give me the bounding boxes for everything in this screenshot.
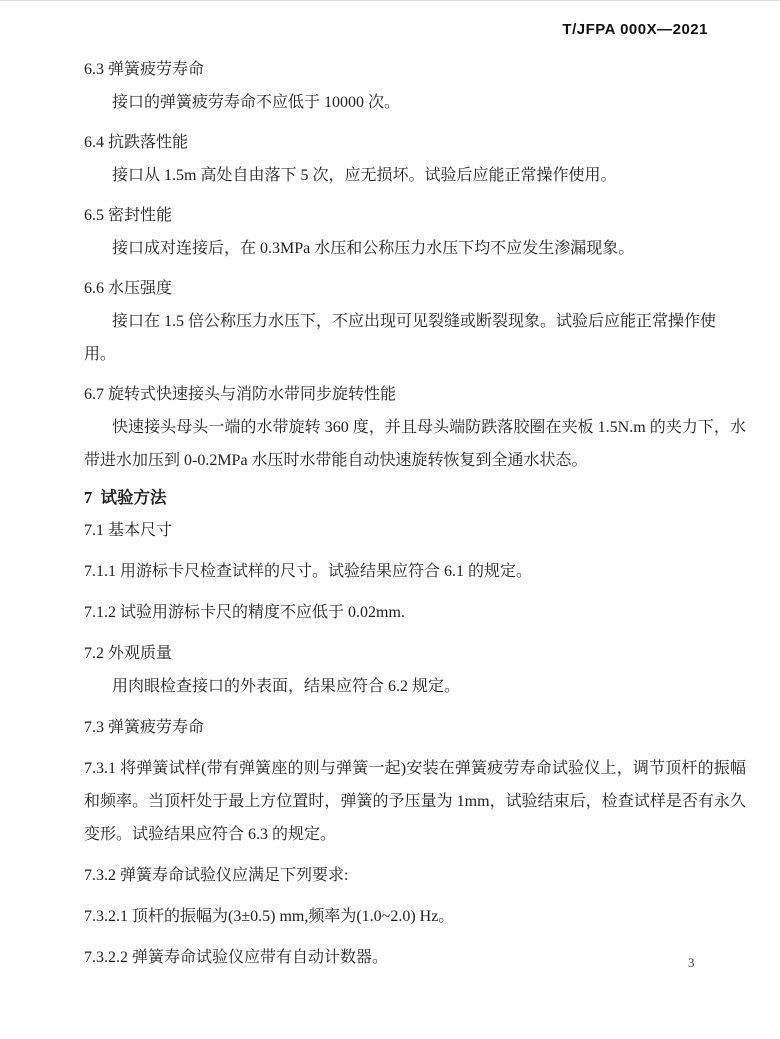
clause-heading: 6.4 抗跌落性能 [84, 134, 189, 151]
item: 7.1.2 试验用游标卡尺的精度不应低于 0.02mm. [84, 604, 405, 621]
clause-heading: 6.5 密封性能 [84, 207, 173, 224]
body: 接口在 1.5 倍公称压力水压下，不应出现可见裂缝或断裂现象。试验后应能正常操作使用。 [84, 313, 717, 363]
item: 7.3.2.1 顶杆的振幅为(3±0.5) mm,频率为(1.0~2.0) Hz。 [84, 908, 455, 925]
body: 接口从 1.5m 高处自由落下 5 次，应无损坏。试验后应能正常操作使用。 [112, 167, 617, 184]
item: 7.2 外观质量 [84, 645, 173, 662]
document-body [84, 53, 746, 974]
clause-heading: 6.7 旋转式快速接头与消防水带同步旋转性能 [84, 386, 397, 403]
page-number: 3 [688, 955, 695, 970]
item: 7.3 弹簧疲劳寿命 [84, 719, 205, 736]
document-code-header: T/JFPA 000X—2021 [562, 21, 708, 38]
item: 7.3.2 弹簧寿命试验仪应满足下列要求: [84, 867, 349, 884]
item: 7.1.1 用游标卡尺检查试样的尺寸。试验结果应符合 6.1 的规定。 [84, 563, 533, 580]
clause-heading: 6.3 弹簧疲劳寿命 [84, 61, 205, 78]
chapter-heading: 7 试验方法 [84, 488, 167, 507]
body: 接口成对连接后，在 0.3MPa 水压和公称压力水压下均不应发生渗漏现象。 [112, 240, 635, 257]
body: 接口的弹簧疲劳寿命不应低于 10000 次。 [112, 94, 401, 111]
item-paragraph: 7.3.1 将弹簧试样(带有弹簧座的则与弹簧一起)安装在弹簧疲劳寿命试验仪上，调节顶杆的振幅和频率。当顶杆处于最上方位置时，弹簧的予压量为 1mm，试验结束后，检查试样是否有永久变形。试验结果应符合 6.3 的规定。 [84, 760, 746, 843]
sub-heading: 7.1 基本尺寸 [84, 522, 173, 539]
item: 7.3.2.2 弹簧寿命试验仪应带有自动计数器。 [84, 949, 389, 966]
body-paragraph: 快速接头母头一端的水带旋转 360 度，并且母头端防跌落胶圈在夹板 1.5N.m 的夹力下，水带进水加压到 0-0.2MPa 水压时水带能自动快速旋转恢复到全通水状态。 [84, 419, 746, 469]
body: 用肉眼检查接口的外表面，结果应符合 6.2 规定。 [112, 678, 461, 695]
clause-heading: 6.6 水压强度 [84, 280, 173, 297]
